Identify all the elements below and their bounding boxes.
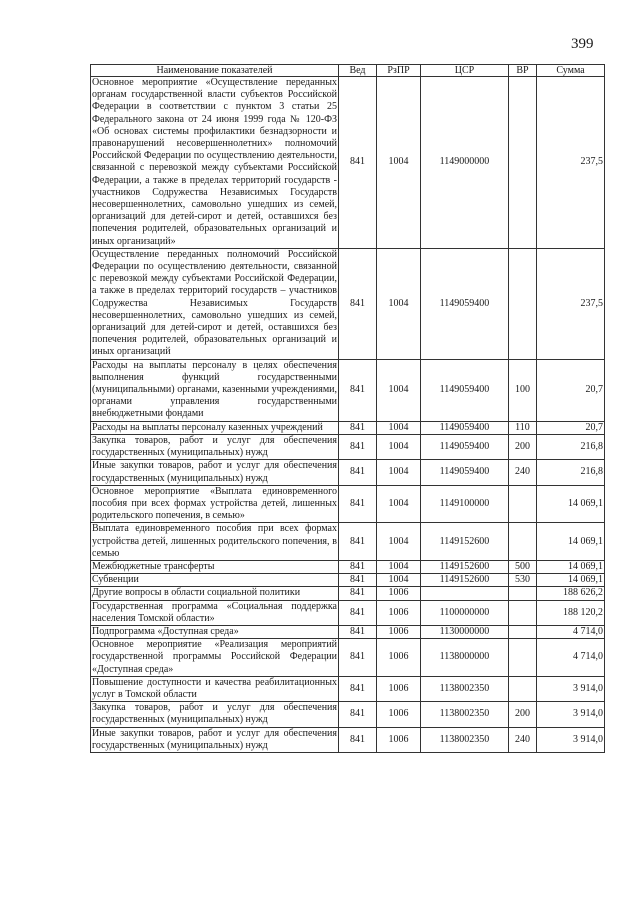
row-rzpr: 1004 [377, 560, 421, 573]
table-row [91, 359, 605, 421]
row-name: Межбюджетные трансферты [91, 560, 339, 573]
row-csr: 1138002350 [421, 676, 509, 701]
row-ved: 841 [339, 77, 377, 249]
row-vr [509, 600, 537, 625]
row-ved: 841 [339, 460, 377, 485]
row-name: Субвенции [91, 574, 339, 587]
row-sum: 3 914,0 [537, 676, 605, 701]
row-rzpr: 1004 [377, 485, 421, 523]
row-name: Основное мероприятие «Реализация мероприятий государственной программы Российской Федерации «Доступная среда» [92, 639, 337, 675]
row-csr: 1149152600 [421, 560, 509, 573]
row-csr: 1138002350 [421, 727, 509, 752]
row-name: Повышение доступности и качества реабилитационных услуг в Томской области [92, 676, 337, 700]
row-sum: 237,5 [537, 77, 605, 249]
row-vr [509, 676, 537, 701]
row-sum: 216,8 [537, 434, 605, 459]
row-csr: 1149152600 [421, 574, 509, 587]
table-header-row [91, 65, 605, 77]
row-csr: 1149059400 [421, 421, 509, 434]
budget-table [90, 64, 605, 753]
row-vr: 240 [509, 727, 537, 752]
row-vr [509, 485, 537, 523]
table-row [91, 523, 605, 561]
row-name: Другие вопросы в области социальной политики [91, 587, 339, 600]
row-csr: 1100000000 [421, 600, 509, 625]
row-csr: 1138000000 [421, 639, 509, 677]
row-csr: 1149059400 [421, 434, 509, 459]
row-vr [509, 587, 537, 600]
row-ved: 841 [339, 421, 377, 434]
row-ved: 841 [339, 434, 377, 459]
table-row [91, 676, 605, 701]
row-rzpr: 1006 [377, 639, 421, 677]
table-row [91, 560, 605, 573]
header-csr: ЦСР [421, 65, 509, 77]
row-rzpr: 1004 [377, 248, 421, 359]
row-rzpr: 1006 [377, 625, 421, 638]
table-row [91, 421, 605, 434]
row-csr: 1149059400 [421, 248, 509, 359]
row-name: Основное мероприятие «Осуществление переданных органам государственной власти субъектов Российской Федерации в соответствии с пунктом 3 статьи 25 Федерального закона от 24 июня 1999 года № 120-ФЗ «Об основах системы профилактики безнадзорности и правонарушений несовершеннолетних» полномочий Российской Федерации по осуществлению деятельности, связанной с перевозкой между субъектами Российской Федерации, а также в пределах территорий государств - участников Содружества Независимых Государств несовершеннолетних, самовольно ушедших из семей, организаций для детей-сирот и детей, оставшихся без попечения родителей, образовательных организаций и иных организаций» [92, 77, 337, 247]
row-vr: 200 [509, 434, 537, 459]
table-row [91, 485, 605, 523]
row-rzpr: 1006 [377, 600, 421, 625]
row-csr: 1130000000 [421, 625, 509, 638]
row-name: Осуществление переданных полномочий Российской Федерации по осуществлению деятельности, связанной с перевозкой между субъектами Российской Федерации, а также в пределах территорий государств – участников Содружества Независимых Государств несовершеннолетних, самовольно ушедших из семей, организаций для детей-сирот и детей, оставшихся без попечения родителей, образовательных организаций и иных организаций [92, 248, 337, 358]
row-rzpr: 1004 [377, 77, 421, 249]
row-sum: 20,7 [537, 359, 605, 421]
row-name: Подпрограмма «Доступная среда» [91, 625, 339, 638]
row-vr [509, 77, 537, 249]
table-row [91, 600, 605, 625]
table-row [91, 574, 605, 587]
row-name: Закупка товаров, работ и услуг для обеспечения государственных (муниципальных) нужд [92, 702, 337, 726]
row-ved: 841 [339, 560, 377, 573]
table-row [91, 727, 605, 752]
row-name: Выплата единовременного пособия при всех формах устройства детей, лишенных родительского попечения, в семью [92, 523, 337, 559]
row-sum: 14 069,1 [537, 574, 605, 587]
row-csr: 1138002350 [421, 702, 509, 727]
row-ved: 841 [339, 676, 377, 701]
row-ved: 841 [339, 587, 377, 600]
table-row [91, 702, 605, 727]
row-vr [509, 523, 537, 561]
row-rzpr: 1004 [377, 421, 421, 434]
row-rzpr: 1006 [377, 676, 421, 701]
row-ved: 841 [339, 625, 377, 638]
header-rzpr: РзПР [377, 65, 421, 77]
table-row [91, 460, 605, 485]
row-vr: 530 [509, 574, 537, 587]
page-number: 399 [571, 36, 594, 52]
header-vr: ВР [509, 65, 537, 77]
table-row [91, 587, 605, 600]
row-sum: 237,5 [537, 248, 605, 359]
header-name: Наименование показателей [91, 65, 339, 77]
row-vr: 240 [509, 460, 537, 485]
row-name: Иные закупки товаров, работ и услуг для обеспечения государственных (муниципальных) нужд [92, 727, 337, 751]
row-ved: 841 [339, 639, 377, 677]
row-rzpr: 1004 [377, 460, 421, 485]
row-rzpr: 1006 [377, 587, 421, 600]
row-rzpr: 1004 [377, 574, 421, 587]
row-ved: 841 [339, 359, 377, 421]
row-ved: 841 [339, 248, 377, 359]
row-ved: 841 [339, 485, 377, 523]
row-rzpr: 1004 [377, 434, 421, 459]
row-vr: 100 [509, 359, 537, 421]
row-sum: 3 914,0 [537, 702, 605, 727]
header-ved: Вед [339, 65, 377, 77]
row-csr: 1149152600 [421, 523, 509, 561]
table-row [91, 434, 605, 459]
row-vr: 500 [509, 560, 537, 573]
row-name: Расходы на выплаты персоналу казенных учреждений [91, 421, 339, 434]
row-rzpr: 1006 [377, 702, 421, 727]
row-rzpr: 1004 [377, 359, 421, 421]
row-ved: 841 [339, 702, 377, 727]
table-row [91, 77, 605, 249]
row-vr [509, 248, 537, 359]
row-csr: 1149059400 [421, 460, 509, 485]
row-ved: 841 [339, 574, 377, 587]
row-csr: 1149000000 [421, 77, 509, 249]
row-sum: 14 069,1 [537, 523, 605, 561]
row-ved: 841 [339, 727, 377, 752]
table-row [91, 248, 605, 359]
row-sum: 188 626,2 [537, 587, 605, 600]
row-rzpr: 1006 [377, 727, 421, 752]
row-vr: 200 [509, 702, 537, 727]
row-vr [509, 625, 537, 638]
row-csr: 1149100000 [421, 485, 509, 523]
row-sum: 14 069,1 [537, 560, 605, 573]
row-csr: 1149059400 [421, 359, 509, 421]
row-name: Закупка товаров, работ и услуг для обеспечения государственных (муниципальных) нужд [92, 434, 337, 459]
row-csr [421, 587, 509, 600]
row-sum: 4 714,0 [537, 639, 605, 677]
row-vr: 110 [509, 421, 537, 434]
header-sum: Сумма [537, 65, 605, 77]
row-name: Иные закупки товаров, работ и услуг для обеспечения государственных (муниципальных) нужд [92, 460, 337, 484]
row-sum: 14 069,1 [537, 485, 605, 523]
table-row [91, 625, 605, 638]
row-ved: 841 [339, 523, 377, 561]
row-sum: 3 914,0 [537, 727, 605, 752]
row-sum: 188 120,2 [537, 600, 605, 625]
row-ved: 841 [339, 600, 377, 625]
row-name: Расходы на выплаты персоналу в целях обеспечения выполнения функций государственными (муниципальными) органами, казенными учреждениями, органами управления государственными внебюджетными фондами [92, 359, 337, 420]
row-sum: 4 714,0 [537, 625, 605, 638]
row-rzpr: 1004 [377, 523, 421, 561]
row-vr [509, 639, 537, 677]
table-row [91, 639, 605, 677]
row-sum: 20,7 [537, 421, 605, 434]
row-sum: 216,8 [537, 460, 605, 485]
row-name: Основное мероприятие «Выплата единовременного пособия при всех формах устройства детей, лишенных родительского попечения, в семью» [92, 485, 337, 522]
row-name: Государственная программа «Социальная поддержка населения Томской области» [92, 600, 337, 624]
